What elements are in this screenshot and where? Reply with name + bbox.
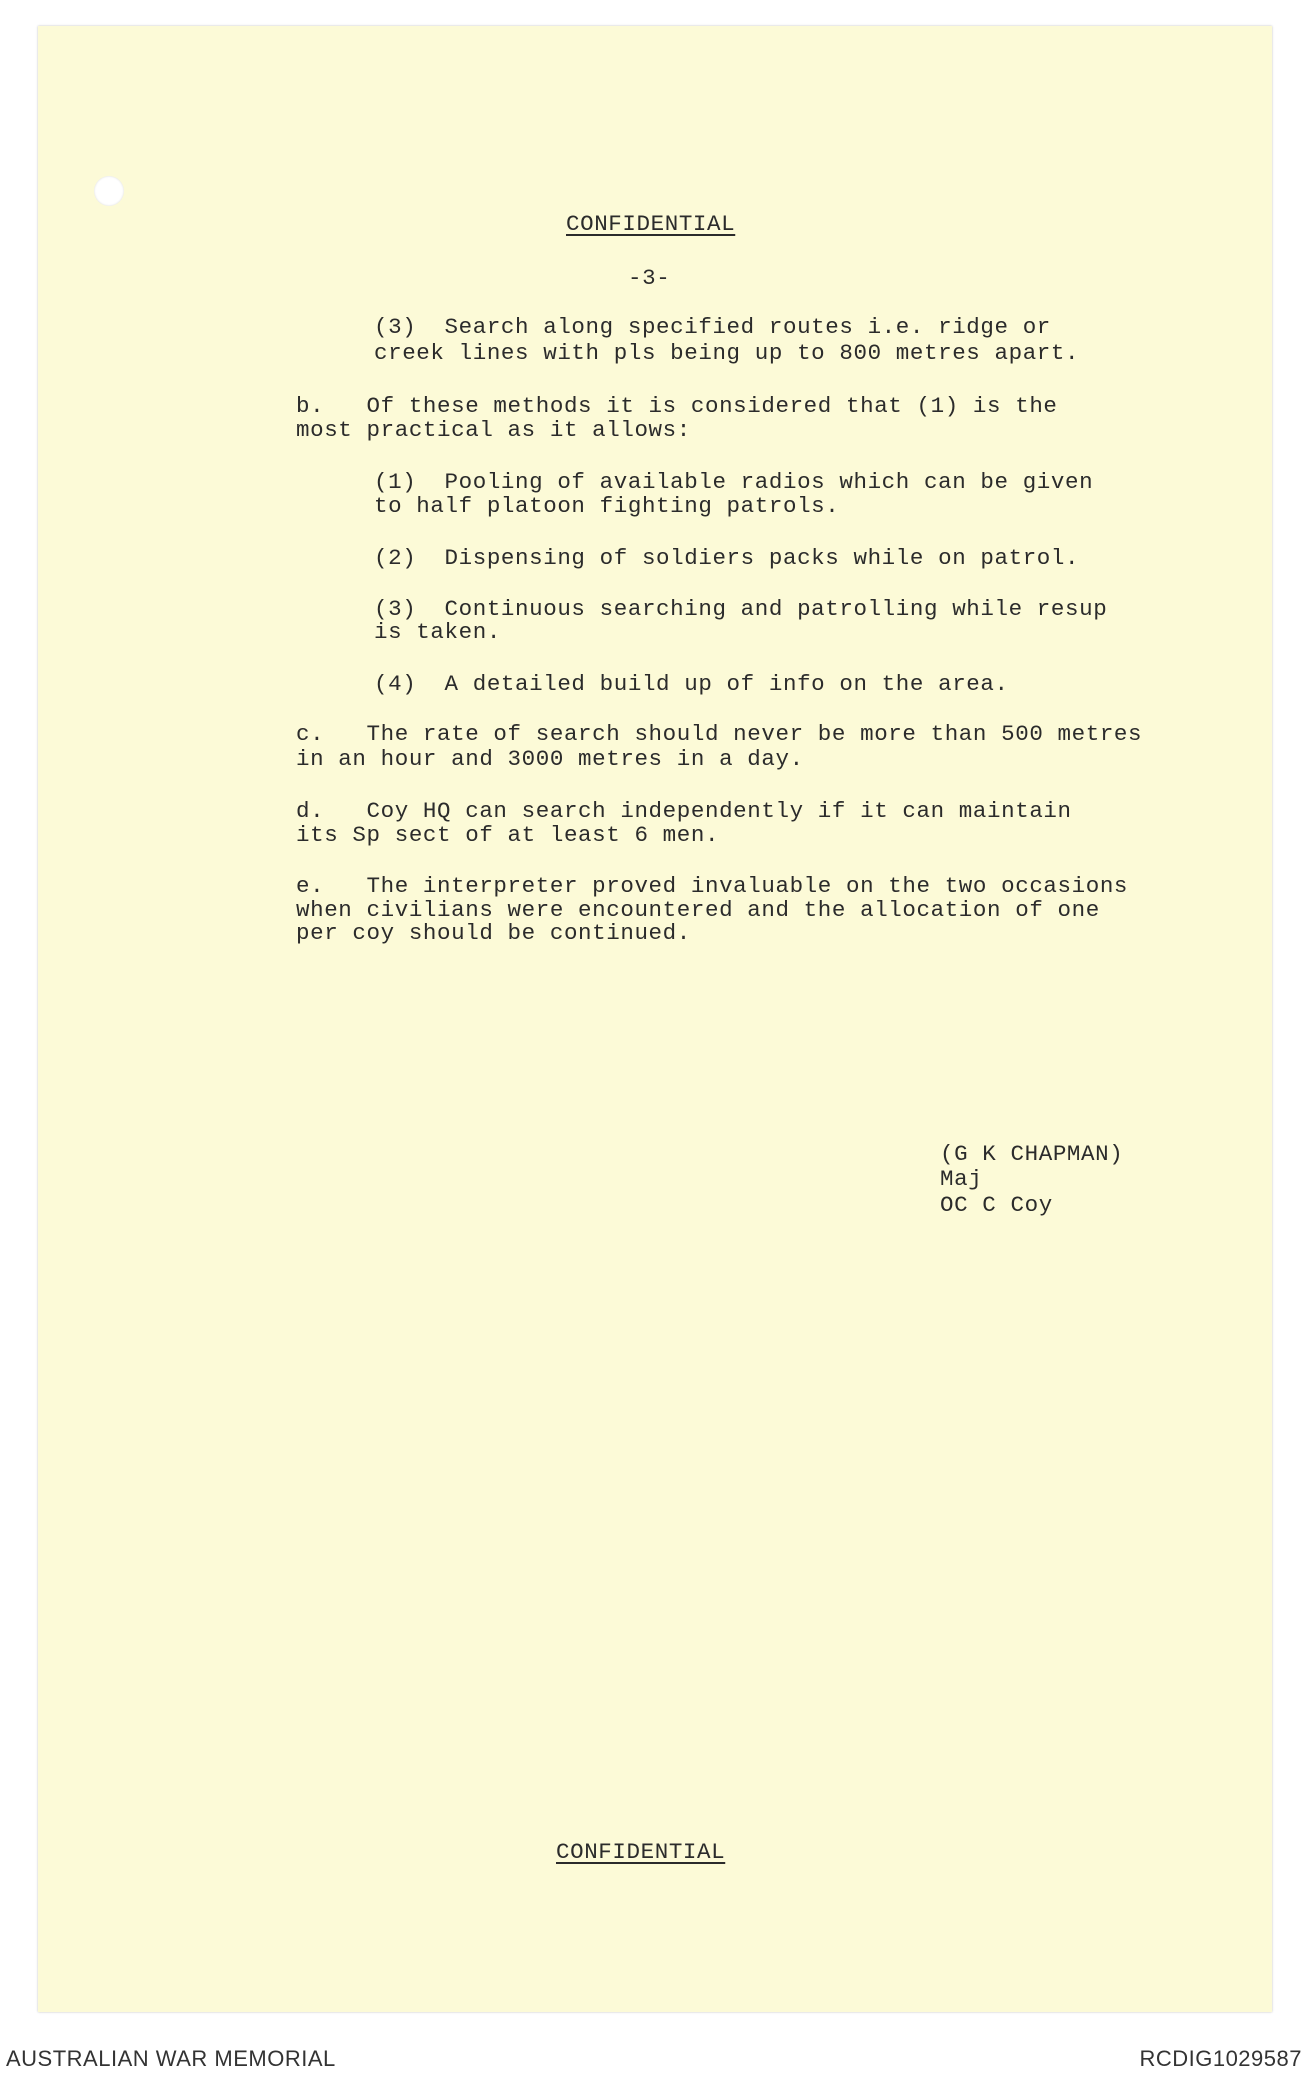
item-b2-line1: (2) Dispensing of soldiers packs while on patrol. xyxy=(374,545,1080,571)
item-b1-line1: (1) Pooling of available radios which can be given xyxy=(374,469,1094,495)
archive-credit: AUSTRALIAN WAR MEMORIAL xyxy=(6,2046,336,2071)
page-number: -3- xyxy=(628,265,671,291)
item-c-line2: in an hour and 3000 metres in a day. xyxy=(296,746,804,772)
item-b3-line2: is taken. xyxy=(374,619,501,645)
item-b-line1: b. Of these methods it is considered that (1) is the xyxy=(296,393,1058,419)
archive-identifier: RCDIG1029587 xyxy=(1139,2046,1302,2071)
item-b-line2: most practical as it allows: xyxy=(296,417,691,443)
item-e-line1: e. The interpreter proved invaluable on the two occasions xyxy=(296,873,1129,899)
item-d-line2: its Sp sect of at least 6 men. xyxy=(296,822,720,848)
item-a3-line2: creek lines with pls being up to 800 metres apart. xyxy=(374,340,1080,366)
item-a3-line1: (3) Search along specified routes i.e. ridge or xyxy=(374,314,1051,340)
signature-unit: OC C Coy xyxy=(940,1192,1053,1218)
item-d-line1: d. Coy HQ can search independently if it can maintain xyxy=(296,798,1072,824)
item-b1-line2: to half platoon fighting patrols. xyxy=(374,493,840,519)
punch-hole xyxy=(94,176,124,206)
signature-name: (G K CHAPMAN) xyxy=(940,1141,1124,1167)
item-b3-line1: (3) Continuous searching and patrolling while resup xyxy=(374,596,1108,622)
item-b4-line1: (4) A detailed build up of info on the area. xyxy=(374,671,1009,697)
item-c-line1: c. The rate of search should never be more than 500 metres xyxy=(296,721,1143,747)
item-e-line2: when civilians were encountered and the allocation of one xyxy=(296,897,1100,923)
footer-classification: CONFIDENTIAL xyxy=(556,1839,726,1865)
item-e-line3: per coy should be continued. xyxy=(296,920,691,946)
signature-rank: Maj xyxy=(940,1166,983,1192)
header-classification: CONFIDENTIAL xyxy=(566,211,736,237)
